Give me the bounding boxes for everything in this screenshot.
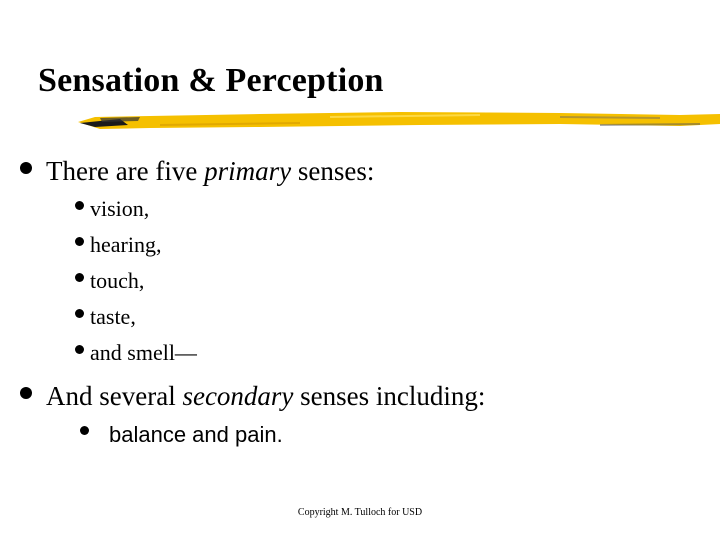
bullet-dot [20, 387, 32, 399]
bullet-text-post: senses including: [293, 381, 486, 411]
highlighter-stroke [0, 100, 720, 140]
sub-bullet-text: hearing, [90, 232, 162, 257]
bullet-secondary-senses [20, 381, 485, 412]
bullet-dot [75, 201, 84, 210]
copyright-footer: Copyright M. Tulloch for USD [297, 507, 423, 518]
slide-title: Sensation & Perception [38, 62, 384, 99]
sub-bullet-touch [75, 268, 144, 294]
bullet-dot [20, 162, 32, 174]
bullet-text-pre: And several [46, 381, 183, 411]
bullet-text-post: senses: [291, 156, 375, 186]
sub-bullet-text: touch, [90, 268, 145, 293]
bullet-dot [75, 237, 84, 246]
sub-bullet-taste [75, 304, 136, 330]
bullet-text-em: primary [204, 156, 292, 186]
sub-bullet-text: taste, [90, 304, 136, 329]
bullet-text-em: secondary [182, 381, 294, 411]
sub-bullet-hearing [75, 232, 161, 258]
sub-bullet-text: balance and pain. [109, 422, 283, 447]
bullet-dot [75, 273, 84, 282]
bullet-dot [80, 426, 89, 435]
bullet-primary-senses [20, 156, 374, 187]
bullet-text-pre: There are five [46, 156, 205, 186]
sub-bullet-balance-pain [80, 422, 283, 448]
sub-bullet-vision [75, 196, 149, 222]
sub-bullet-text: vision, [90, 196, 150, 221]
bullet-dot [75, 309, 84, 318]
sub-bullet-smell [75, 340, 197, 366]
bullet-dot [75, 345, 84, 354]
sub-bullet-text: and smell— [90, 340, 197, 365]
